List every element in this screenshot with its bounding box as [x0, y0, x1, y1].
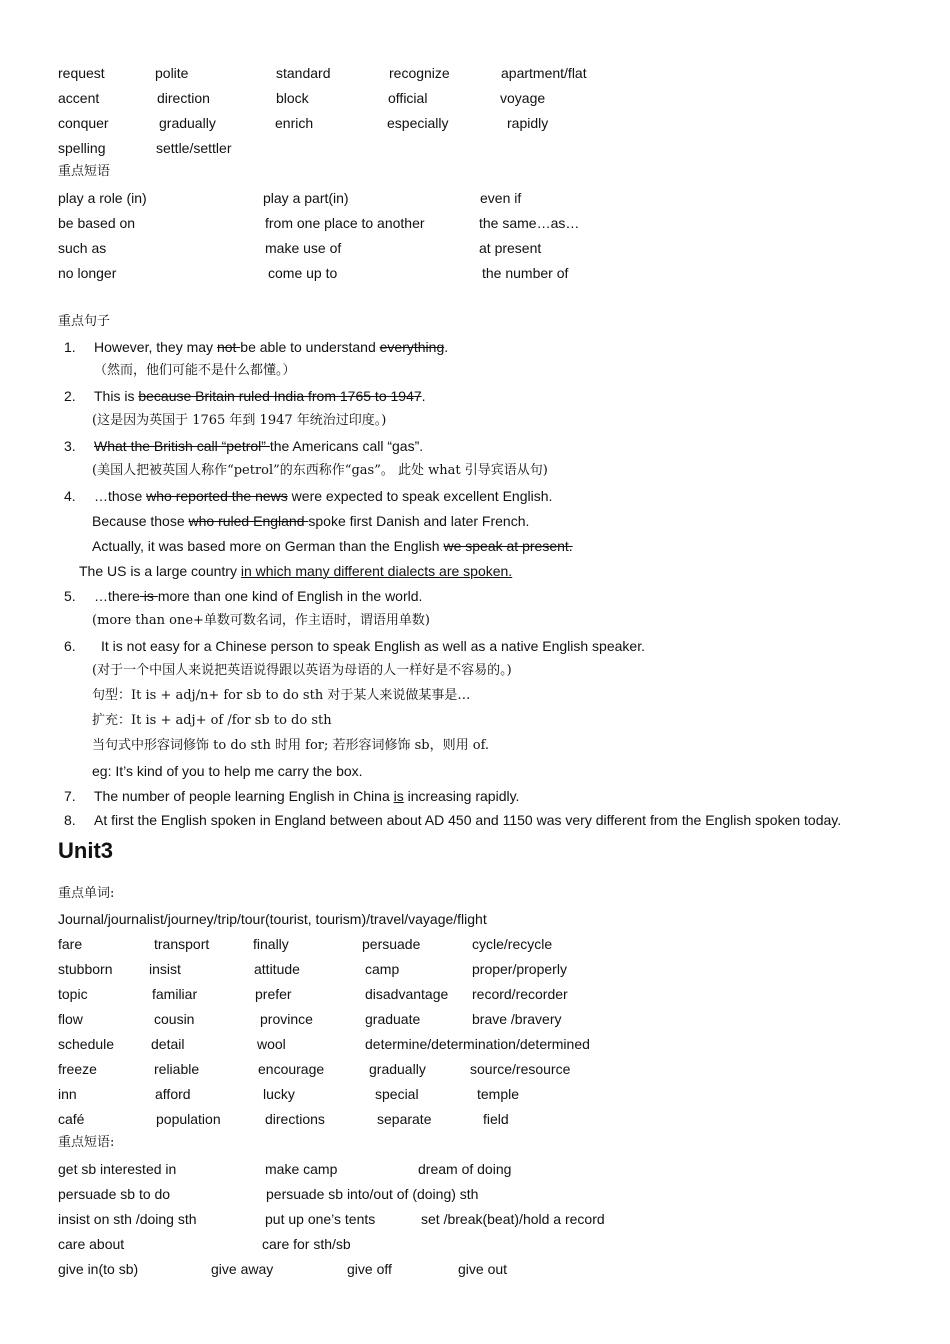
word: province	[260, 1011, 313, 1027]
sentence-number: 4.	[64, 488, 76, 504]
phrase: be based on	[58, 215, 136, 231]
word: inn	[58, 1086, 77, 1102]
word: prefer	[255, 986, 292, 1002]
word: direction	[157, 90, 210, 106]
word: brave /bravery	[472, 1011, 562, 1027]
phrase: give away	[211, 1261, 274, 1277]
phrase: care for sth/sb	[262, 1236, 351, 1252]
phrase: insist on sth /doing sth	[58, 1211, 197, 1227]
translation: (对于一个中国人来说把英语说得跟以英语为母语的人一样好是不容易的。)	[92, 663, 512, 678]
word: rapidly	[507, 115, 549, 131]
text: increasing rapidly.	[403, 788, 520, 804]
translation: (美国人把被英国人称作“petrol”的东西称作“gas”。 此处 what 引导宾语从句)	[92, 463, 548, 478]
word: population	[156, 1111, 221, 1127]
text: .	[421, 388, 426, 404]
phrase: give in(to sb)	[58, 1261, 139, 1277]
phrase: put up one’s tents	[265, 1211, 376, 1227]
sentence-6: It is not easy for a Chinese person to speak English as well as a native English speaker.	[101, 638, 645, 654]
sentence-4-example	[79, 562, 512, 580]
phrase: give off	[347, 1261, 392, 1277]
text: The US is a large country	[79, 563, 241, 579]
phrases-heading: 重点短语	[58, 164, 111, 179]
word: standard	[276, 65, 331, 81]
word: spelling	[58, 140, 106, 156]
word: finally	[253, 936, 289, 952]
phrase: the number of	[482, 265, 569, 281]
word: reliable	[154, 1061, 200, 1077]
word: encourage	[258, 1061, 325, 1077]
phrase: give out	[458, 1261, 508, 1277]
translation: (more than one+单数可数名词，作主语时，谓语用单数)	[92, 613, 430, 628]
word: apartment/flat	[501, 65, 587, 81]
word: conquer	[58, 115, 109, 131]
word: detail	[151, 1036, 185, 1052]
word: disadvantage	[365, 986, 449, 1002]
text: more than one kind of English in the world.	[157, 588, 423, 604]
word: special	[375, 1086, 419, 1102]
phrase: set /break(beat)/hold a record	[421, 1211, 605, 1227]
marked-text: who ruled England	[188, 513, 309, 529]
sentence-5	[94, 587, 422, 605]
phrase: come up to	[268, 265, 338, 281]
text: This is	[94, 388, 139, 404]
word: cycle/recycle	[472, 936, 553, 952]
phrase: make camp	[265, 1161, 338, 1177]
sentence-number: 3.	[64, 438, 76, 454]
unit3-phrases-heading: 重点短语:	[58, 1135, 115, 1150]
word: directions	[265, 1111, 325, 1127]
marked-text: we speak at present.	[443, 538, 573, 554]
text: However, they may	[94, 339, 217, 355]
word: temple	[477, 1086, 520, 1102]
word: fare	[58, 936, 83, 952]
word: field	[483, 1111, 509, 1127]
text: be able to understand	[240, 339, 380, 355]
marked-text: everything	[379, 339, 445, 355]
word: familiar	[152, 986, 198, 1002]
phrase: make use of	[265, 240, 342, 256]
word: official	[388, 90, 428, 106]
text: Actually, it was based more on German than the English	[92, 538, 444, 554]
sentence-4-example	[92, 512, 529, 530]
unit3-words-line: Journal/journalist/journey/trip/tour(tourist, tourism)/travel/vayage/flight	[58, 911, 487, 927]
phrase: persuade sb into/out of (doing) sth	[266, 1186, 479, 1202]
word: transport	[154, 936, 210, 952]
grammar-note: 句型：It is + adj/n+ for sb to do sth 对于某人来说做某事是…	[92, 688, 471, 703]
word: graduate	[365, 1011, 421, 1027]
unit3-words-heading: 重点单词:	[58, 886, 115, 901]
word: settle/settler	[156, 140, 232, 156]
phrase: dream of doing	[418, 1161, 512, 1177]
word: polite	[155, 65, 189, 81]
marked-text: is	[139, 588, 158, 604]
word: wool	[257, 1036, 286, 1052]
marked-text: What the British call “petrol”	[94, 438, 270, 454]
sentence-number: 2.	[64, 388, 76, 404]
text: spoke first Danish and later French.	[308, 513, 530, 529]
word: separate	[377, 1111, 432, 1127]
word: afford	[155, 1086, 191, 1102]
word: insist	[149, 961, 181, 977]
text: …there	[94, 588, 140, 604]
phrase: care about	[58, 1236, 125, 1252]
grammar-note: 扩充：It is + adj+ of /for sb to do sth	[92, 713, 332, 728]
phrase: no longer	[58, 265, 117, 281]
word: determine/determination/determined	[365, 1036, 590, 1052]
marked-text: is	[393, 788, 404, 804]
marked-text: because Britain ruled India from 1765 to 1947	[138, 388, 422, 404]
phrase: from one place to another	[265, 215, 425, 231]
sentences-heading: 重点句子	[58, 314, 111, 329]
sentence-1	[94, 338, 448, 356]
sentence-7	[94, 787, 519, 805]
sentence-3	[94, 437, 423, 455]
example: eg: It’s kind of you to help me carry the box.	[92, 763, 363, 779]
sentence-4-example	[92, 537, 573, 555]
word: request	[58, 65, 105, 81]
translation: （然而，他们可能不是什么都懂。）	[94, 363, 296, 378]
phrase: such as	[58, 240, 107, 256]
text: Because those	[92, 513, 189, 529]
word: voyage	[500, 90, 546, 106]
word: freeze	[58, 1061, 97, 1077]
word: source/resource	[470, 1061, 571, 1077]
text: were expected to speak excellent English.	[287, 488, 553, 504]
sentence-4	[94, 487, 552, 505]
word: attitude	[254, 961, 300, 977]
text: …those	[94, 488, 147, 504]
translation: (这是因为英国于 1765 年到 1947 年统治过印度。)	[92, 413, 387, 428]
word: lucky	[263, 1086, 295, 1102]
phrase: even if	[480, 190, 522, 206]
phrase: the same…as…	[479, 215, 580, 231]
word: enrich	[275, 115, 314, 131]
word: flow	[58, 1011, 83, 1027]
word: record/recorder	[472, 986, 568, 1002]
word: cousin	[154, 1011, 195, 1027]
marked-text: not	[216, 339, 241, 355]
phrase: play a part(in)	[263, 190, 349, 206]
word: topic	[58, 986, 88, 1002]
sentence-8: At first the English spoken in England between about AD 450 and 1150 was very different from the English spoken today.	[94, 812, 842, 828]
sentence-number: 7.	[64, 788, 76, 804]
phrase: play a role (in)	[58, 190, 147, 206]
marked-text: in which many different dialects are spoken.	[240, 563, 513, 579]
word: gradually	[159, 115, 216, 131]
phrase: get sb interested in	[58, 1161, 177, 1177]
word: stubborn	[58, 961, 113, 977]
sentence-number: 5.	[64, 588, 76, 604]
marked-text: who reported the news	[146, 488, 288, 504]
word: gradually	[369, 1061, 426, 1077]
text: .	[444, 339, 449, 355]
sentence-2	[94, 387, 426, 405]
sentence-number: 6.	[64, 638, 76, 654]
word: recognize	[389, 65, 450, 81]
word: camp	[365, 961, 400, 977]
word: block	[276, 90, 309, 106]
text: the Americans call “gas”.	[269, 438, 424, 454]
word: schedule	[58, 1036, 115, 1052]
unit3-title: Unit3	[58, 838, 113, 863]
word: proper/properly	[472, 961, 567, 977]
text: The number of people learning English in China	[94, 788, 394, 804]
sentence-number: 1.	[64, 339, 76, 355]
word: café	[58, 1111, 85, 1127]
sentence-number: 8.	[64, 812, 76, 828]
word: accent	[58, 90, 100, 106]
grammar-note: 当句式中形容词修饰 to do sth 时用 for; 若形容词修饰 sb，则用 of.	[92, 738, 490, 753]
phrase: at present	[479, 240, 542, 256]
word: especially	[387, 115, 449, 131]
phrase: persuade sb to do	[58, 1186, 171, 1202]
word: persuade	[362, 936, 421, 952]
